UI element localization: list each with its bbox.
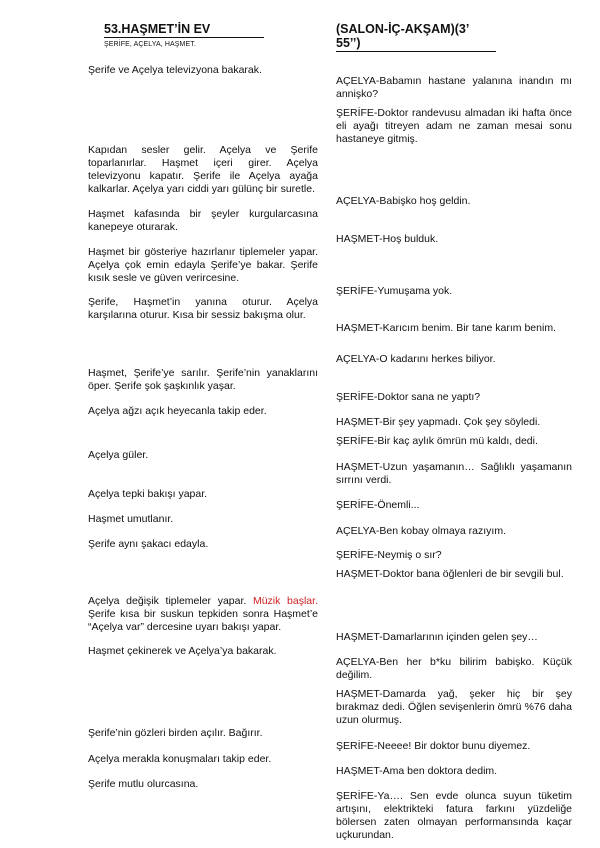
dialogue-18: HAŞMET-Damarda yağ, şeker hiç bir şey bırakmaz dedi. Öğlen sevişenlerin ömrü %76 daha uzun olurmuş. bbox=[336, 688, 572, 726]
scene-location: (SALON-İÇ-AKŞAM)(3’ 55’’) bbox=[336, 22, 496, 52]
music-cue: Müzik başlar. bbox=[252, 595, 318, 607]
dialogue-4: HAŞMET-Hoş bulduk. bbox=[336, 233, 439, 245]
dialogue-5: ŞERİFE-Yumuşama yok. bbox=[336, 285, 453, 297]
action-5: Şerife, Haşmet’in yanına oturur. Açelya karşılarına oturur. Kısa bir sessiz bakışma olur. bbox=[88, 296, 318, 321]
scene-heading: 53.HAŞMET’İN EV bbox=[104, 22, 264, 38]
dialogue-14: ŞERİFE-Neymiş o sır? bbox=[336, 549, 442, 561]
dialogue-10: ŞERİFE-Bir kaç aylık ömrün mü kaldı, dedi. bbox=[336, 435, 538, 447]
dialogue-3: AÇELYA-Babişko hoş geldin. bbox=[336, 195, 471, 207]
action-16: Şerife mutlu olurcasına. bbox=[88, 778, 199, 790]
dialogue-9: HAŞMET-Bir şey yapmadı. Çok şey söyledi. bbox=[336, 416, 541, 428]
action-8: Açelya güler. bbox=[88, 449, 149, 461]
action-6: Haşmet, Şerife’ye sarılır. Şerife’nin yanaklarını öper. Şerife şok şaşkınlık yaşar. bbox=[88, 367, 318, 392]
action-13: Haşmet çekinerek ve Açelya’ya bakarak. bbox=[88, 645, 277, 657]
action-12-text-b: Şerife kısa bir suskun tepkiden sonra Haşmet’e “Açelya var” dercesine uyarı bakışı yapar. bbox=[88, 608, 318, 633]
action-14: Şerife’nin gözleri birden açılır. Bağırır. bbox=[88, 727, 263, 739]
action-10: Haşmet umutlanır. bbox=[88, 513, 174, 525]
action-2: Kapıdan sesler gelir. Açelya ve Şerife toparlanırlar. Haşmet içeri girer. Açelya televizyonu kapatır. Şerife ile Açelya ayağa kalkarlar. Açelya yarı ciddi yarı gülünç bir suretle. bbox=[88, 144, 318, 195]
action-15: Açelya merakla konuşmaları takip eder. bbox=[88, 753, 272, 765]
dialogue-8: ŞERİFE-Doktor sana ne yaptı? bbox=[336, 391, 481, 403]
action-11: Şerife aynı şakacı edayla. bbox=[88, 538, 209, 550]
dialogue-12: ŞERİFE-Önemli... bbox=[336, 499, 420, 511]
cast-list: ŞERİFE, AÇELYA, HAŞMET. bbox=[104, 41, 196, 48]
action-1: Şerife ve Açelya televizyona bakarak. bbox=[88, 64, 262, 76]
dialogue-16: HAŞMET-Damarlarının içinden gelen şey… bbox=[336, 631, 538, 643]
action-12-text-a: Açelya değişik tiplemeler yapar. bbox=[88, 595, 253, 607]
dialogue-19: ŞERİFE-Neeee! Bir doktor bunu diyemez. bbox=[336, 740, 531, 752]
action-9: Açelya tepki bakışı yapar. bbox=[88, 488, 208, 500]
dialogue-6: HAŞMET-Karıcım benim. Bir tane karım benim. bbox=[336, 322, 556, 334]
dialogue-20: HAŞMET-Ama ben doktora dedim. bbox=[336, 765, 498, 777]
dialogue-7: AÇELYA-O kadarını herkes biliyor. bbox=[336, 353, 496, 365]
dialogue-11: HAŞMET-Uzun yaşamanın… Sağlıklı yaşamanın sırrını verdi. bbox=[336, 461, 572, 486]
dialogue-17: AÇELYA-Ben her b*ku bilirim babişko. Küçük değilim. bbox=[336, 656, 572, 681]
dialogue-2: ŞERİFE-Doktor randevusu almadan iki hafta önce eli ayağı titreyen adam ne zaman mesai sonu hastaneye gitmiş. bbox=[336, 107, 572, 145]
dialogue-13: AÇELYA-Ben kobay olmaya razıyım. bbox=[336, 525, 507, 537]
dialogue-21: ŞERİFE-Ya…. Sen evde olunca suyun tüketim artışını, elektrikteki fatura farkını yüzdeliğe bölersen zaten olmayan performansında kaçar uçkurundan. bbox=[336, 790, 572, 841]
dialogue-1: AÇELYA-Babamın hastane yalanına inandın mı annişko? bbox=[336, 75, 572, 100]
action-4: Haşmet bir gösteriye hazırlanır tiplemeler yapar. Açelya çok emin edayla Şerife’ye bakar. Şerife kısık sesle ve güven verircesine. bbox=[88, 246, 318, 284]
action-12 bbox=[88, 595, 318, 634]
action-7: Açelya ağzı açık heyecanla takip eder. bbox=[88, 405, 267, 417]
action-3: Haşmet kafasında bir şeyler kurgularcasına kanepeye oturarak. bbox=[88, 208, 318, 233]
dialogue-15: HAŞMET-Doktor bana öğlenleri de bir sevgili bul. bbox=[336, 568, 564, 580]
